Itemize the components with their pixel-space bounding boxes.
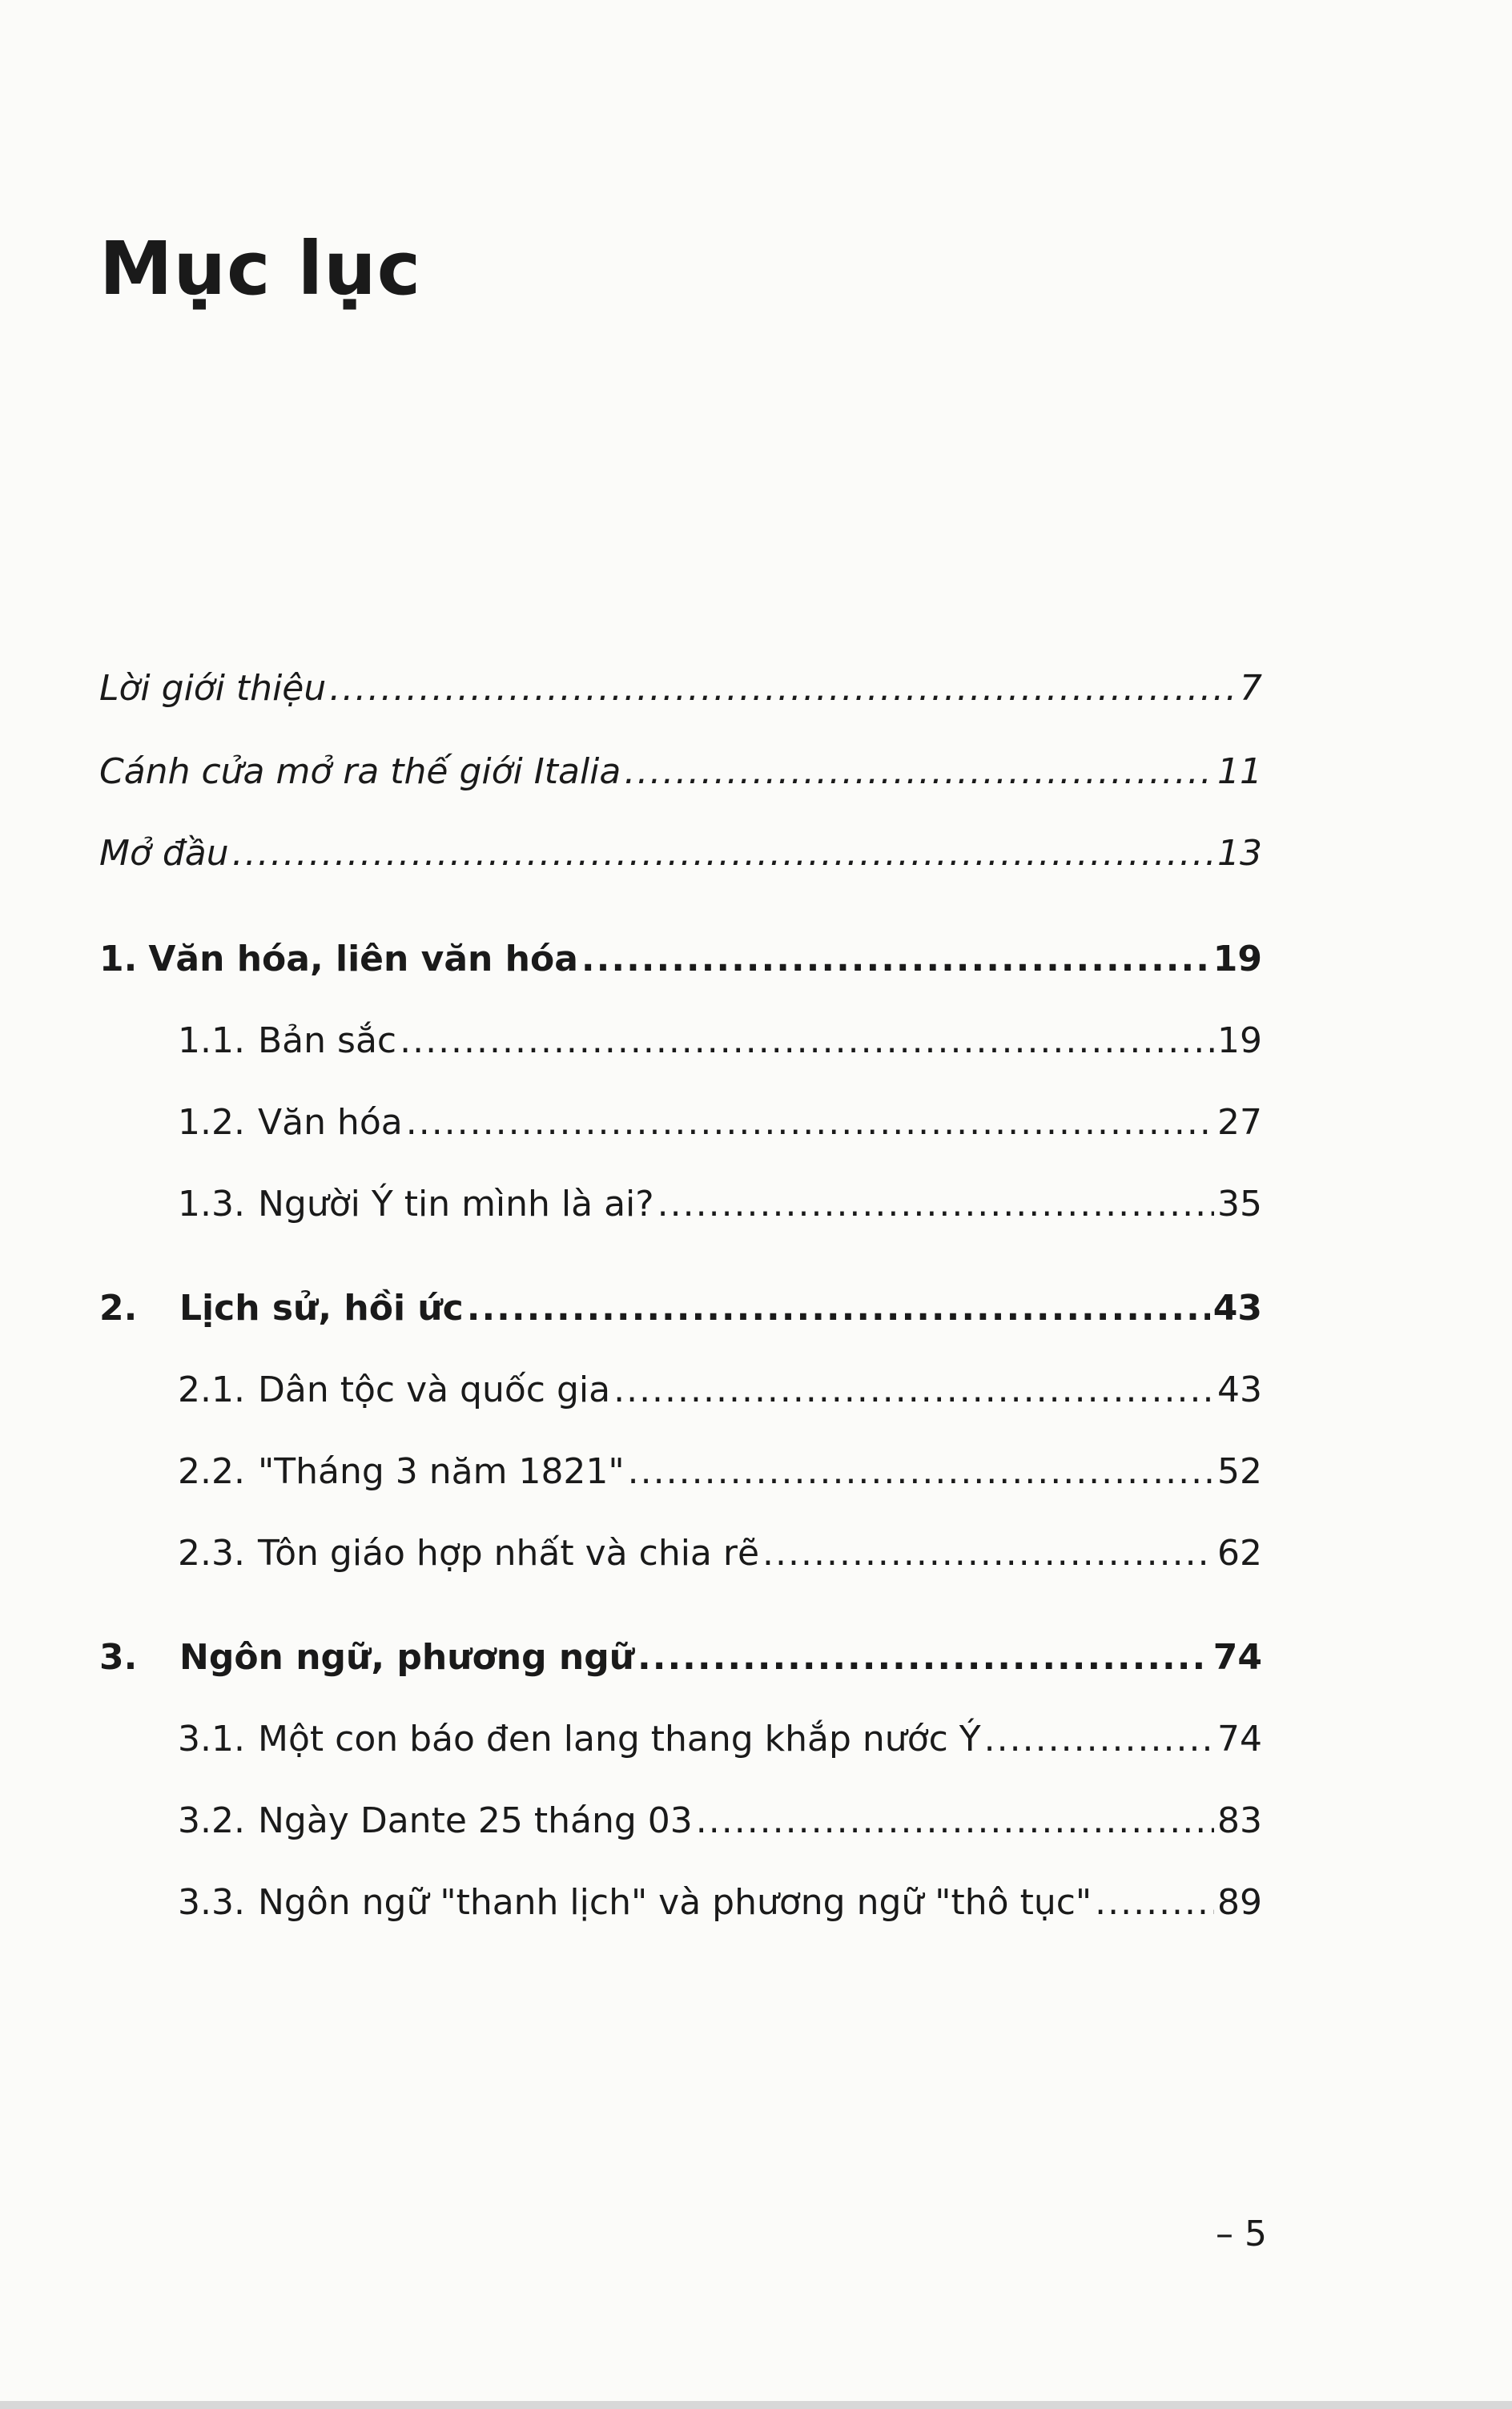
dot-leader: [624, 754, 1214, 790]
dot-leader: [657, 1187, 1214, 1222]
dot-leader: [628, 1454, 1214, 1490]
page-edge: [0, 2401, 1512, 2409]
toc-section-1-3[interactable]: [178, 1184, 1262, 1225]
section-label: Ngày Dante 25 tháng 03: [258, 1800, 693, 1841]
dot-leader: [329, 671, 1237, 706]
chapter-page: 19: [1212, 939, 1262, 979]
toc-chapter-1[interactable]: [99, 939, 1262, 979]
toc-section-3-2[interactable]: [178, 1800, 1262, 1841]
page-title: Mục lục: [99, 226, 422, 312]
dot-leader: [581, 942, 1210, 977]
toc-section-2-1[interactable]: [178, 1369, 1262, 1410]
dot-leader: [232, 836, 1214, 871]
dot-leader: [762, 1536, 1214, 1571]
dot-leader: [984, 1722, 1214, 1757]
toc-section-1-2[interactable]: [178, 1102, 1262, 1143]
section-page: 74: [1217, 1719, 1262, 1759]
toc-section-2-3[interactable]: [178, 1533, 1262, 1574]
chapter-label: Ngôn ngữ, phương ngữ: [179, 1637, 635, 1678]
toc-entry-label: Cánh cửa mở ra thế giới Italia: [99, 751, 621, 792]
dot-leader: [1095, 1885, 1214, 1920]
section-number: 2.3.: [178, 1533, 245, 1574]
section-page: 19: [1217, 1020, 1262, 1061]
section-page: 89: [1217, 1882, 1262, 1923]
section-label: Người Ý tin mình là ai?: [258, 1184, 654, 1225]
toc-section-1-1[interactable]: [178, 1020, 1262, 1061]
section-page: 43: [1217, 1369, 1262, 1410]
toc-section-3-1[interactable]: [178, 1719, 1262, 1759]
toc-entry-label: Mở đầu: [99, 833, 229, 874]
section-number: 2.2.: [178, 1451, 245, 1492]
chapter-number: 3.: [99, 1637, 138, 1678]
section-label: "Tháng 3 năm 1821": [258, 1451, 625, 1492]
toc-entry-foreword[interactable]: [99, 668, 1262, 709]
toc-section-2-2[interactable]: [178, 1451, 1262, 1492]
section-page: 35: [1217, 1184, 1262, 1225]
toc-entry-page: 11: [1217, 751, 1262, 792]
section-label: Tôn giáo hợp nhất và chia rẽ: [258, 1533, 760, 1574]
toc-chapter-3[interactable]: [99, 1637, 1262, 1678]
toc-entry-door-to-italy[interactable]: [99, 751, 1262, 792]
chapter-label: Văn hóa, liên văn hóa: [148, 939, 578, 979]
section-number: 1.3.: [178, 1184, 245, 1225]
chapter-number: 1.: [99, 939, 138, 979]
section-page: 83: [1217, 1800, 1262, 1841]
toc-entry-page: 7: [1240, 668, 1262, 709]
toc-entry-introduction[interactable]: [99, 833, 1262, 874]
section-number: 3.3.: [178, 1882, 245, 1923]
dot-leader: [613, 1373, 1214, 1408]
chapter-label: Lịch sử, hồi ức: [179, 1288, 464, 1329]
section-page: 52: [1217, 1451, 1262, 1492]
dot-leader: [467, 1291, 1210, 1326]
toc-entry-label: Lời giới thiệu: [99, 668, 327, 709]
dot-leader: [400, 1024, 1214, 1059]
dot-leader: [406, 1105, 1214, 1140]
section-number: 3.1.: [178, 1719, 245, 1759]
section-page: 27: [1217, 1102, 1262, 1143]
section-number: 3.2.: [178, 1800, 245, 1841]
toc-entry-page: 13: [1217, 833, 1262, 874]
page-number: – 5: [1216, 2214, 1267, 2254]
dot-leader: [696, 1804, 1214, 1839]
dot-leader: [637, 1640, 1210, 1675]
chapter-page: 74: [1212, 1637, 1262, 1678]
chapter-number: 2.: [99, 1288, 138, 1329]
section-number: 2.1.: [178, 1369, 245, 1410]
section-number: 1.1.: [178, 1020, 245, 1061]
toc-section-3-3[interactable]: [178, 1882, 1262, 1923]
section-label: Một con báo đen lang thang khắp nước Ý: [258, 1719, 981, 1759]
toc-chapter-2[interactable]: [99, 1288, 1262, 1329]
section-page: 62: [1217, 1533, 1262, 1574]
chapter-page: 43: [1212, 1288, 1262, 1329]
section-label: Bản sắc: [258, 1020, 397, 1061]
section-number: 1.2.: [178, 1102, 245, 1143]
section-label: Văn hóa: [258, 1102, 403, 1143]
section-label: Ngôn ngữ "thanh lịch" và phương ngữ "thô tục": [258, 1882, 1092, 1923]
section-label: Dân tộc và quốc gia: [258, 1369, 611, 1410]
